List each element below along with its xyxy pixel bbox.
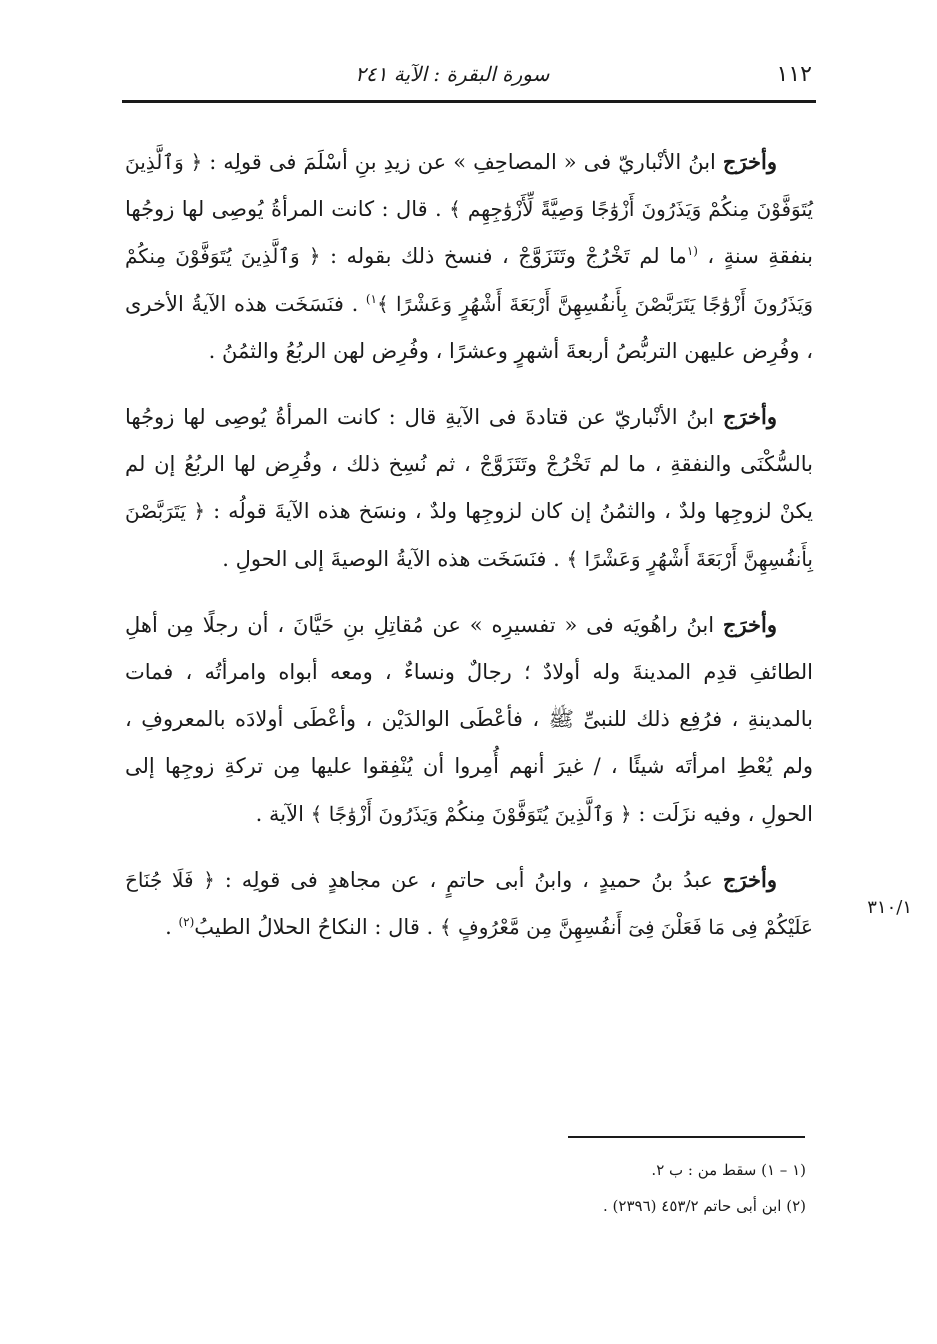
paragraph-text: ابنُ راهُويَه فى « تفسيرِه » عن مُقاتِلِ بنِ حَيَّانَ ، أن رجلًا مِن أهلِ الطائفِ قدِم المدينةَ وله أولادٌ ؛ رجالٌ ونساءٌ ، ومعه أبواه وامرأتُه ، فمات بالمدينةِ ، فرُفِع ذلك للنبىِّ ﷺ ، فأعْطَى الوالدَيْن ، وأعْطَى أولادَه بالمعروفِ ، ولم يُعْطِ امرأتَه شيئًا ، / غيرَ أنهم أُمِروا أن يُنْفِقوا عليها مِن تركةِ زوجِها إلى الحولِ ، وفيه نزَلَت :: [125, 612, 813, 826]
body-text: [125, 138, 813, 969]
paragraph-lead-word: وأخرَج: [722, 866, 777, 892]
page-number: ١١٢: [776, 61, 812, 87]
paragraph-text: . فنَسَخَت هذه الآيةُ الأخرى ، وفُرِض عليهن التربُّصُ أربعةَ أشهرٍ وعشرًا ، وفُرِض لهن الربُعُ والثمُنُ .: [125, 291, 813, 363]
running-header: [128, 56, 812, 92]
paragraph-text: .: [165, 915, 179, 940]
paragraph-1: [125, 138, 813, 375]
paragraph-lead-word: وأخرَج: [722, 149, 777, 174]
footnote-2: (٢) ابن أبى حاتم ٤٥٣/٢ (٢٣٩٦) .: [603, 1197, 806, 1215]
quran-verse: ﴿ وَٱلَّذِينَ يُتَوَفَّوْنَ مِنكُمْ وَيَذَرُونَ أَزْوَٰجًا وَصِيَّةً لِّأَزْوَٰجِهِم ﴾: [125, 150, 813, 222]
footnote-marker: ١): [365, 291, 377, 306]
paragraph-lead-word: وأخرَج: [722, 404, 777, 430]
paragraph-text: . فنَسَخَت هذه الآيةُ الوصيةَ إلى الحولِ .: [222, 546, 567, 571]
paragraph-4: [125, 856, 813, 951]
margin-reference: ٣١٠/١: [867, 897, 912, 918]
quran-verse: ﴿ فَلَا جُنَاحَ عَلَيْكُمْ فِى مَا فَعَلْنَ فِىٓ أَنفُسِهِنَّ مِن مَّعْرُوفٍ ﴾: [125, 867, 813, 940]
paragraph-text: . قال : النكاحُ الحلالُ الطيبُ: [194, 915, 440, 940]
paragraph-2: [125, 393, 813, 583]
paragraph-text: ما لم تَخْرُجْ وتَتَزَوَّجْ ، فنسخ ذلك بقوله :: [320, 244, 687, 269]
quran-verse: ﴿ يَتَرَبَّصْنَ بِأَنفُسِهِنَّ أَرْبَعَةَ أَشْهُرٍ وَعَشْرًا ﴾: [125, 499, 813, 571]
header-divider: [122, 100, 816, 103]
paragraph-text: الآية .: [255, 801, 311, 826]
footnote-divider: [568, 1136, 805, 1138]
paragraph-3: [125, 601, 813, 838]
footnote-marker: (١: [686, 244, 698, 259]
paragraph-text: ابنُ الأنْباريّ عن قتادةَ فى الآيةِ قال : كانت المرأةُ يُوصِى لها زوجُها بالسُّكْنَى والنفقةِ ، ما لم تَخْرُجْ وتَتَزَوَّجْ ، ثم نُسِخ ذلك ، وفُرِض لها الربُعُ إن لم يكنْ لزوجِها ولدٌ ، والثمُنُ إن كان لزوجِها ولدٌ ، ونسَخ هذه الآيةَ قولُه :: [125, 405, 813, 524]
paragraph-text: عبدُ بنُ حميدٍ ، وابنُ أبى حاتمٍ ، عن مجاهدٍ فى قولِه :: [214, 867, 723, 892]
surah-title: سورة البقرة : الآية ٢٤١: [355, 62, 550, 86]
quran-verse: ﴿ وَٱلَّذِينَ يُتَوَفَّوْنَ مِنكُمْ وَيَذَرُونَ أَزْوَٰجًا ﴾: [310, 801, 632, 826]
paragraph-text: ابنُ الأنْباريّ فى « المصاحِفِ » عن زيدِ بنِ أسْلَمَ فى قولِه :: [202, 150, 723, 174]
paragraph-text: . قال : كانت المرأةُ يُوصِى لها زوجُها بنفقةِ سنةٍ ،: [125, 197, 813, 269]
footnote-1: (١ – ١) سقط من : ب ٢.: [651, 1161, 806, 1179]
quran-verse: ﴿ وَٱلَّذِينَ يُتَوَفَّوْنَ مِنكُمْ وَيَذَرُونَ أَزْوَٰجًا يَتَرَبَّصْنَ بِأَنفُسِهِنَّ أَرْبَعَةَ أَشْهُرٍ وَعَشْرًا ﴾: [125, 244, 813, 316]
footnote-marker: (٢): [178, 915, 195, 930]
paragraph-lead-word: وأخرَج: [722, 611, 777, 637]
footnotes: [400, 1152, 806, 1224]
